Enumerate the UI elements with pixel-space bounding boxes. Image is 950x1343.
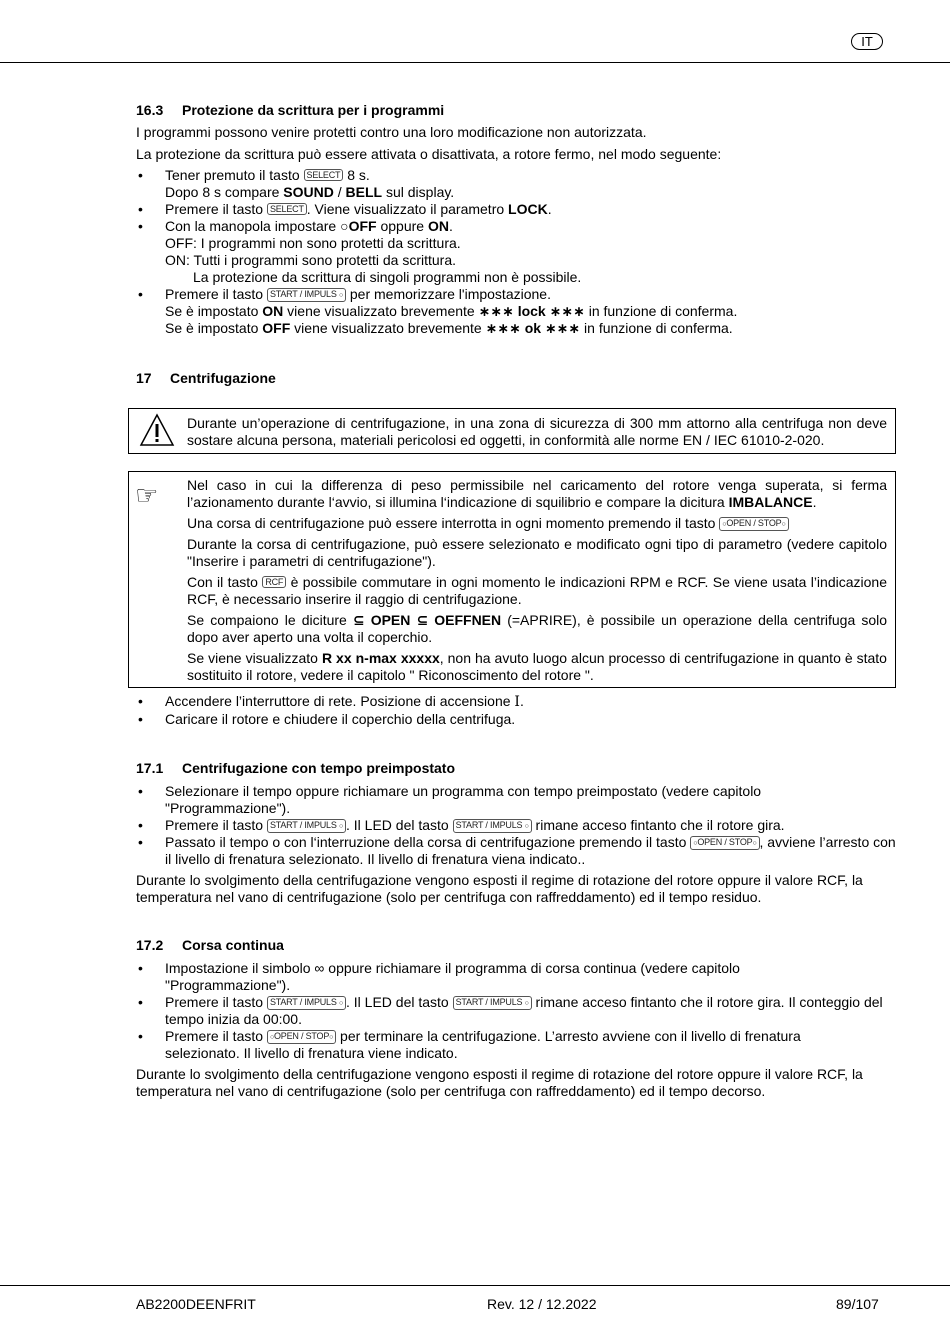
list-item: • Premere il tasto START / IMPULS ○ . Il LED del tasto START / IMPULS ○ rimane acceso fintanto che il rotore gira. Il conteggio del tempo inizia da 00:00. xyxy=(136,994,896,1028)
rcf-key-icon: RCF xyxy=(262,576,286,588)
footer-document-code: AB2200DEENFRIT xyxy=(136,1296,256,1312)
section-17-1-heading xyxy=(136,760,455,777)
note-box xyxy=(128,471,896,688)
note-paragraph: Se viene visualizzato R xx n-max xxxxx, non ha avuto luogo alcun processo di centrifugazione in quanto è stato sostituito il rotore, vedere il capitolo " Riconoscimento del rotore ". xyxy=(187,650,887,683)
list-item: • Premere il tasto START / IMPULS ○ per memorizzare l'impostazione. Se è impostato ON viene visualizzato brevemente ∗∗∗ lock ∗∗∗ in funzione di conferma. Se è impostato OFF viene visualizzato brevemente ∗∗∗ ok ∗∗∗ in funzione di conferma. xyxy=(136,286,896,337)
note-paragraph: Con il tasto RCF è possibile commutare in ogni momento le indicazioni RPM e RCF. Se viene usata l’indicazione RCF, è necessario inserire il raggio di centrifugazione. xyxy=(187,574,887,607)
section-title: Corsa continua xyxy=(182,937,284,953)
section-title: Centrifugazione con tempo preimpostato xyxy=(182,760,456,776)
note-paragraph: Una corsa di centrifugazione può essere interrotta in ogni momento premendo il tasto ○OPEN / STOP○ xyxy=(187,515,887,532)
open-stop-key-icon: ○OPEN / STOP○ xyxy=(690,836,759,850)
list-item: • Con la manopola impostare ○OFF oppure ON. OFF: I programmi non sono protetti da scrittura. ON: Tutti i programmi sono protetti da scrittura. La protezione da scrittura di singoli programmi non è possibile. xyxy=(136,218,896,286)
section-number: 17.1 xyxy=(136,760,164,776)
start-impuls-key-icon: START / IMPULS ○ xyxy=(267,996,346,1010)
list-item: • Caricare il rotore e chiudere il coperchio della centrifuga. xyxy=(136,711,896,728)
note-content xyxy=(187,477,887,684)
note-paragraph: Se compaiono le diciture ⊆ OPEN ⊆ OEFFNEN (=APRIRE), è possibile un operazione della centrifuga solo dopo aver aperto una volta il coperchio. xyxy=(187,612,888,645)
section-16-3-heading xyxy=(136,102,444,119)
footer-revision: Rev. 12 / 12.2022 xyxy=(487,1296,597,1312)
list-item: • Premere il tasto SELECT . Viene visualizzato il parametro LOCK. xyxy=(136,201,896,218)
paragraph: La protezione da scrittura può essere attivata o disattivata, a rotore fermo, nel modo seguente: xyxy=(136,146,722,162)
language-badge: IT xyxy=(851,33,883,50)
list-item: • Impostazione il simbolo ∞ oppure richiamare il programma di corsa continua (vedere capitolo "Programmazione"). xyxy=(136,960,896,994)
start-impuls-key-icon: START / IMPULS ○ xyxy=(267,819,346,833)
list-item: • Premere il tasto START / IMPULS ○ . Il LED del tasto START / IMPULS ○ rimane acceso fintanto che il rotore gira. xyxy=(136,817,896,834)
section-number: 17.2 xyxy=(136,937,164,953)
pointing-hand-icon: ☞ xyxy=(135,480,159,510)
list-item: • Selezionare il tempo oppure richiamare un programma con tempo preimpostato (vedere capitolo "Programmazione"). xyxy=(136,783,896,817)
section-title: Centrifugazione xyxy=(170,370,276,386)
warning-triangle-icon xyxy=(139,413,175,447)
select-key-icon: SELECT xyxy=(267,203,307,215)
paragraph: Durante lo svolgimento della centrifugazione vengono esposti il regime di rotazione del rotore oppure il valore RCF, la temperatura nel vano di centrifugazione (solo per centrifuga con raffreddamento) ed il tempo decorso. xyxy=(136,1066,863,1099)
section-17-heading xyxy=(136,370,276,387)
header-rule xyxy=(0,62,950,63)
start-impuls-key-icon: START / IMPULS ○ xyxy=(267,288,346,302)
warning-box xyxy=(128,408,896,454)
knob-icon: ○ xyxy=(340,218,349,234)
paragraph: I programmi possono venire protetti contro una loro modificazione non autorizzata. xyxy=(136,124,647,140)
bullet-list xyxy=(136,783,896,868)
select-key-icon: SELECT xyxy=(304,169,344,181)
warning-text: Durante un’operazione di centrifugazione, in una zona di sicurezza di 300 mm attorno alla centrifuga non deve sostare alcuna persona, materiali pericolosi ed oggetti, in conformità alle norme EN / IEC 61010-2-020. xyxy=(187,415,887,448)
note-paragraph: Nel caso in cui la differenza di peso permissibile nel caricamento del rotore venga superata, si ferma l’azionamento durante l‘avvio, si illumina l‘indicazione di squilibrio e compare la dicitura IMBALANCE. xyxy=(187,477,887,510)
list-item: • Accendere l’interruttore di rete. Posizione di accensione I. xyxy=(136,693,896,711)
footer-rule xyxy=(0,1285,950,1286)
open-stop-key-icon: ○OPEN / STOP○ xyxy=(267,1030,336,1044)
bullet-list xyxy=(136,960,896,1062)
bullet-list xyxy=(136,167,896,337)
list-item: • Tener premuto il tasto SELECT 8 s. Dopo 8 s compare SOUND / BELL sul display. xyxy=(136,167,896,201)
section-number: 16.3 xyxy=(136,102,164,118)
open-stop-key-icon: ○OPEN / STOP○ xyxy=(719,517,788,531)
section-number: 17 xyxy=(136,370,152,386)
footer-page-number: 89/107 xyxy=(836,1296,879,1312)
note-paragraph: Durante la corsa di centrifugazione, può essere selezionato e modificato ogni tipo di parametro (vedere capitolo "Inserire i parametri di centrifugazione"). xyxy=(187,536,887,569)
bullet-list xyxy=(136,693,896,728)
start-impuls-key-icon: START / IMPULS ○ xyxy=(453,819,532,833)
paragraph: Durante lo svolgimento della centrifugazione vengono esposti il regime di rotazione del rotore oppure il valore RCF, la temperatura nel vano di centrifugazione (solo per centrifuga con raffreddamento) ed il tempo residuo. xyxy=(136,872,863,905)
infinity-icon: ∞ xyxy=(314,960,325,976)
section-17-2-heading xyxy=(136,937,284,954)
start-impuls-key-icon: START / IMPULS ○ xyxy=(453,996,532,1010)
list-item: • Premere il tasto ○OPEN / STOP○ per terminare la centrifugazione. L’arresto avviene con il livello di frenatura selezionato. Il livello di frenatura viene indicato. xyxy=(136,1028,896,1062)
section-title: Protezione da scrittura per i programmi xyxy=(182,102,445,118)
list-item: • Passato il tempo o con l‘interruzione della corsa di centrifugazione premendo il tasto ○OPEN / STOP○ , avviene l’arresto con il livello di frenatura selezionato. Il livello di frenatura viena indicato.. xyxy=(136,834,896,868)
